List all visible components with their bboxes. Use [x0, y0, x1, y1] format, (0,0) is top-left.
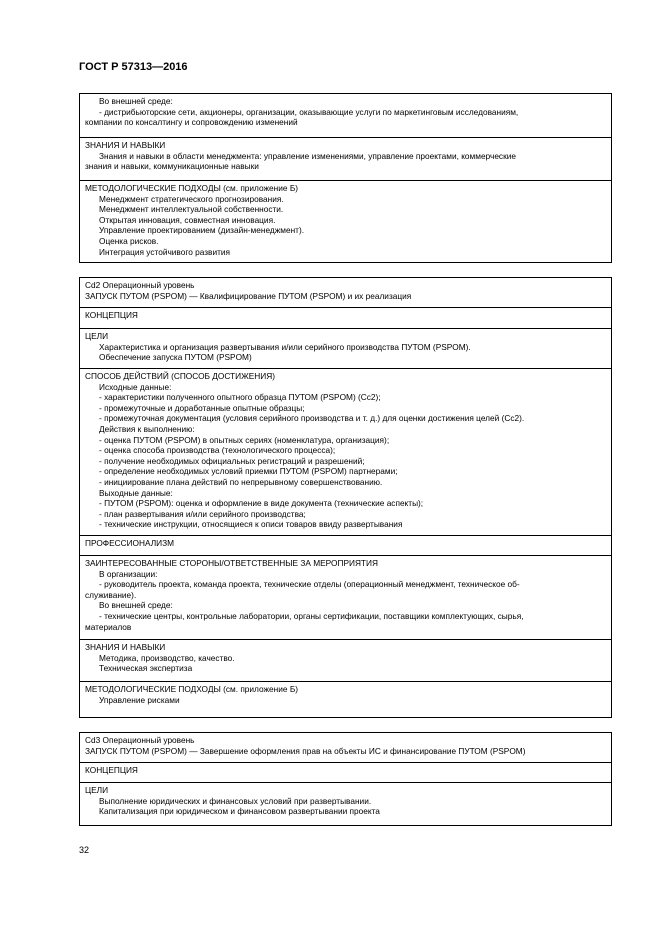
knowledge-title: ЗНАНИЯ И НАВЫКИ: [85, 642, 166, 652]
cd2-method-cell: [80, 368, 611, 535]
goals-title: ЦЕЛИ: [85, 785, 109, 795]
table-cd1-continued: [79, 93, 612, 263]
knowledge-cell: [80, 137, 611, 180]
methods-cell: [80, 180, 611, 260]
external-item: - дистрибьюторские сети, акционеры, организации, оказывающие услуги по маркетинговым исследованиям,: [99, 106, 519, 117]
output-item: - технические инструкции, относящиеся к описи товаров ввиду развертывания: [99, 519, 403, 530]
methods-title: МЕТОДОЛОГИЧЕСКИЕ ПОДХОДЫ (см. приложение Б): [85, 183, 299, 193]
methods-item: Управление проектированием (дизайн-менеджмент).: [99, 225, 305, 236]
method-title: СПОСОБ ДЕЙСТВИЙ (СПОСОБ ДОСТИЖЕНИЯ): [85, 371, 275, 381]
goal-item: Капитализация при юридическом и финансовом развертывании проекта: [99, 806, 380, 817]
table-cd3: [79, 732, 612, 826]
action-item: - инициирование плана действий по непрерывному совершенствованию.: [99, 476, 383, 487]
input-item: - промежуточные и доработанные опытные образцы;: [99, 402, 305, 413]
methods-item: Открытая инновация, совместная инновация.: [99, 214, 276, 225]
cd2-goals-cell: [80, 328, 611, 368]
knowledge-title: ЗНАНИЯ И НАВЫКИ: [85, 140, 166, 150]
output-item: - ПУТОМ (PSPOM): оценка и оформление в виде документа (технические аспекты);: [99, 498, 424, 509]
methods-item: Менеджмент стратегического прогнозирования.: [99, 193, 284, 204]
cd3-goals-cell: [80, 782, 611, 820]
input-item: - характеристики полученного опытного образца ПУТОМ (PSPOM) (Cc2);: [99, 392, 381, 403]
internal-item-cont: служивание).: [85, 589, 137, 600]
actions-label: Действия к выполнению:: [99, 423, 195, 434]
external-label: Во внешней среде:: [99, 600, 173, 611]
cd2-knowledge-cell: [80, 639, 611, 681]
page-number: 32: [79, 845, 90, 855]
cd2-concept-cell: [80, 307, 611, 328]
cd2-professionalism-cell: [80, 535, 611, 555]
external-label: Во внешней среде:: [99, 96, 173, 106]
knowledge-text-cont: знания и навыки, коммуникационные навыки: [85, 161, 259, 172]
external-item-cont: материалов: [85, 621, 132, 632]
concept-title: КОНЦЕПЦИЯ: [85, 765, 138, 775]
methods-title: МЕТОДОЛОГИЧЕСКИЕ ПОДХОДЫ (см. приложение Б): [85, 684, 299, 694]
stakeholders-external-cell: [80, 94, 611, 137]
methods-item: Менеджмент интеллектуальной собственности.: [99, 204, 284, 215]
document-header: ГОСТ Р 57313—2016: [79, 61, 188, 73]
external-item-cont: компании по консалтингу и сопровождению изменений: [85, 117, 298, 128]
cd3-level: Cd3 Операционный уровень: [85, 735, 195, 745]
knowledge-item: Методика, производство, качество.: [99, 652, 235, 663]
internal-label: В организации:: [99, 568, 158, 579]
goal-item: Выполнение юридических и финансовых условий при развертывании.: [99, 795, 372, 806]
outputs-label: Выходные данные:: [99, 487, 173, 498]
methods-item: Интеграция устойчивого развития: [99, 246, 231, 257]
goal-item: Характеристика и организация развертывания и/или серийного производства ПУТОМ (PSPOM).: [99, 341, 471, 352]
output-item: - план развертывания и/или серийного производства;: [99, 508, 306, 519]
methods-item: Оценка рисков.: [99, 235, 159, 246]
input-item: - промежуточная документация (условия серийного производства и т. д.) для оценки достижения целей (Cc2).: [99, 413, 525, 424]
knowledge-item: Техническая экспертиза: [99, 663, 193, 674]
internal-item: - руководитель проекта, команда проекта, технические отделы (операционный менеджмент, техническое об-: [99, 579, 520, 590]
stakeholders-title: ЗАИНТЕРЕСОВАННЫЕ СТОРОНЫ/ОТВЕТСТВЕННЫЕ ЗА МЕРОПРИЯТИЯ: [85, 558, 378, 568]
professionalism-title: ПРОФЕССИОНАЛИЗМ: [85, 538, 175, 548]
action-item: - получение необходимых официальных регистраций и разрешений;: [99, 455, 365, 466]
cd2-title: ЗАПУСК ПУТОМ (PSPOM) — Квалифицирование ПУТОМ (PSPOM) и их реализация: [85, 290, 412, 301]
goal-item: Обеспечение запуска ПУТОМ (PSPOM): [99, 352, 252, 363]
goals-title: ЦЕЛИ: [85, 331, 109, 341]
methods-item: Управление рисками: [99, 694, 180, 705]
action-item: - оценка ПУТОМ (PSPOM) в опытных сериях (номенклатура, организация);: [99, 434, 390, 445]
external-item: - технические центры, контрольные лаборатории, органы сертификации, поставщики комплектующих, сырья,: [99, 610, 524, 621]
concept-title: КОНЦЕПЦИЯ: [85, 310, 138, 320]
cd2-level: Cd2 Операционный уровень: [85, 280, 195, 290]
cd3-heading-cell: [80, 733, 611, 762]
action-item: - определение необходимых условий приемки ПУТОМ (PSPOM) партнерами;: [99, 466, 398, 477]
inputs-label: Исходные данные:: [99, 381, 172, 392]
cd2-methods-cell: [80, 681, 611, 708]
cd3-title: ЗАПУСК ПУТОМ (PSPOM) — Завершение оформления прав на объекты ИС и финансирование ПУТОМ (PSPOM): [85, 745, 526, 756]
knowledge-text: Знания и навыки в области менеджмента: управление изменениями, управление проектами, коммерческие: [99, 150, 516, 161]
cd3-concept-cell: [80, 762, 611, 782]
cd2-heading-cell: [80, 278, 611, 307]
cd2-stakeholders-cell: [80, 555, 611, 639]
table-cd2: [79, 277, 612, 718]
action-item: - оценка способа производства (технологического процесса);: [99, 445, 336, 456]
